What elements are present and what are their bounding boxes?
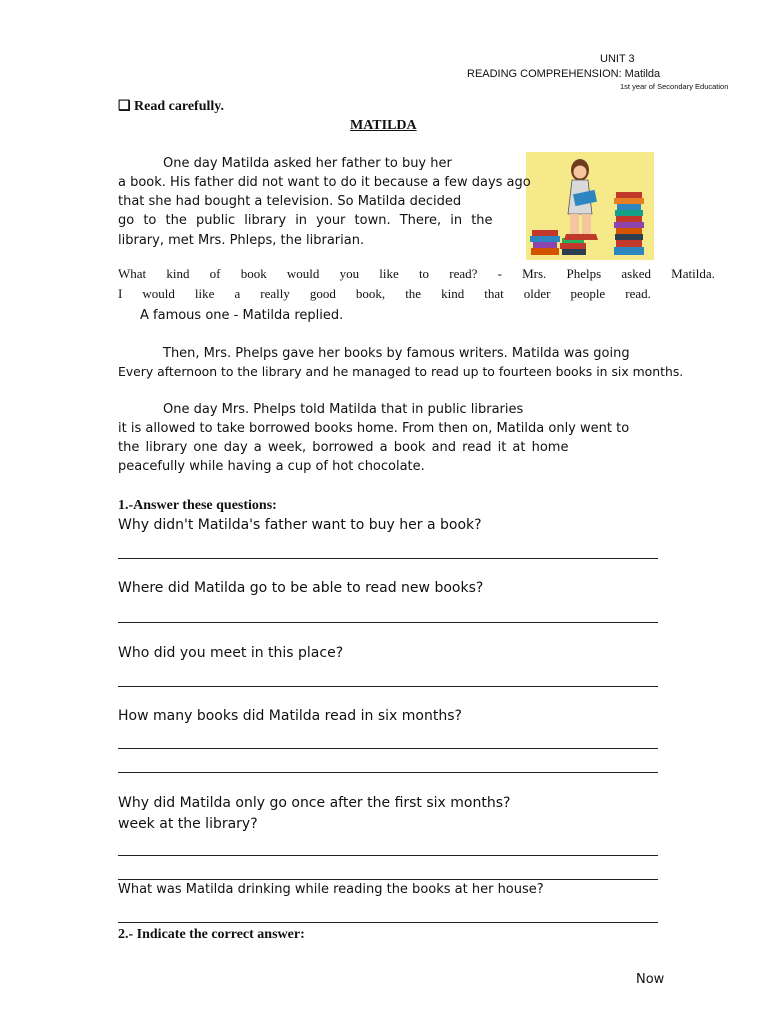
level-label: 1st year of Secondary Education xyxy=(620,82,729,91)
word: book, xyxy=(355,286,386,301)
word: read? xyxy=(449,266,478,281)
paragraph-1-line-3: that she had bought a television. So Matilda decided xyxy=(118,194,462,209)
dialogue-line-3: A famous one - Matilda replied. xyxy=(140,308,344,323)
unit-label: UNIT 3 xyxy=(600,53,635,65)
paragraph-1-line-5: library, met Mrs. Phleps, the librarian. xyxy=(118,233,365,248)
word: Matilda. xyxy=(671,266,715,281)
paragraph-1-line-2: a book. His father did not want to do it because a few days ago xyxy=(118,175,531,190)
paragraph-1-line-1: One day Matilda asked her father to buy her xyxy=(163,156,452,171)
word: What xyxy=(118,266,147,281)
word: Phelps xyxy=(566,266,602,281)
paragraph-2-line-2: Every afternoon to the library and he managed to read up to fourteen books in six months. xyxy=(118,364,684,379)
paragraph-1-line-4-text: go to the public library in your town. There, in the xyxy=(118,213,493,228)
footer-next: Now xyxy=(636,972,665,987)
answer-line-2[interactable] xyxy=(118,622,658,623)
question-1: Why didn't Matilda's father want to buy her a book? xyxy=(118,517,482,533)
page-title: MATILDA xyxy=(350,118,417,133)
answer-line-6[interactable] xyxy=(118,922,658,923)
question-3: Who did you meet in this place? xyxy=(118,645,344,661)
word: of xyxy=(209,266,221,281)
paragraph-3-line-4: peacefully while having a cup of hot chocolate. xyxy=(118,459,425,474)
word: good xyxy=(309,286,336,301)
question-2: Where did Matilda go to be able to read new books? xyxy=(118,580,484,596)
word: I xyxy=(118,286,123,301)
answer-line-3[interactable] xyxy=(118,686,658,687)
answer-line-4b[interactable] xyxy=(118,772,658,773)
question-5: Why did Matilda only go once after the first six months? xyxy=(118,795,511,811)
word: to xyxy=(418,266,430,281)
word: you xyxy=(339,266,360,281)
instruction: ❑ Read carefully. xyxy=(118,99,225,114)
dialogue-line-2 xyxy=(118,286,651,302)
word: older xyxy=(523,286,551,301)
answer-line-5a[interactable] xyxy=(118,855,658,856)
matilda-illustration xyxy=(526,152,654,260)
word: kind xyxy=(441,286,465,301)
answer-line-4a[interactable] xyxy=(118,748,658,749)
word: like xyxy=(194,286,215,301)
section-2-heading: 2.- Indicate the correct answer: xyxy=(118,927,305,942)
dialogue-line-1 xyxy=(118,266,715,282)
question-6: What was Matilda drinking while reading the books at her house? xyxy=(118,882,544,897)
word: - xyxy=(497,266,502,281)
worksheet-subtitle: READING COMPREHENSION: Matilda xyxy=(467,68,661,80)
paragraph-2-line-1: Then, Mrs. Phelps gave her books by famous writers. Matilda was going xyxy=(163,346,630,361)
answer-line-1[interactable] xyxy=(118,558,658,559)
word: read. xyxy=(625,286,651,301)
word: people xyxy=(570,286,606,301)
word: kind xyxy=(166,266,190,281)
word: asked xyxy=(621,266,651,281)
paragraph-3-line-2: it is allowed to take borrowed books home. From then on, Matilda only went to xyxy=(118,421,630,436)
paragraph-3-line-1: One day Mrs. Phelps told Matilda that in public libraries xyxy=(163,402,524,417)
paragraph-3-line-3: the library one day a week, borrowed a book and read it at home xyxy=(118,440,569,455)
word: that xyxy=(484,286,504,301)
section-1-heading: 1.-Answer these questions: xyxy=(118,498,277,513)
word: would xyxy=(286,266,320,281)
paragraph-1-line-4 xyxy=(118,211,510,230)
word: really xyxy=(260,286,290,301)
answer-line-5b[interactable] xyxy=(118,879,658,880)
question-5-continued: week at the library? xyxy=(118,816,258,832)
word: book xyxy=(240,266,267,281)
word: would xyxy=(142,286,175,301)
word: Mrs. xyxy=(522,266,547,281)
question-4: How many books did Matilda read in six months? xyxy=(118,708,462,724)
word: the xyxy=(405,286,422,301)
word: a xyxy=(234,286,241,301)
word: like xyxy=(379,266,399,281)
